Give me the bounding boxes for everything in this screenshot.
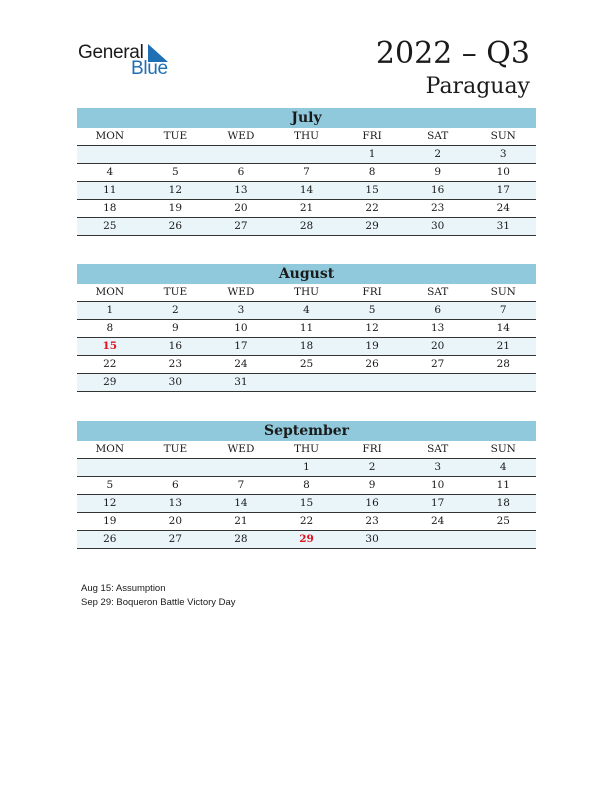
- day-cell: 13: [234, 184, 248, 196]
- week-row: [77, 459, 536, 477]
- day-cell: 5: [106, 479, 114, 491]
- day-cell: 29: [103, 376, 117, 388]
- day-cell: 16: [168, 340, 183, 352]
- week-row: [77, 374, 536, 392]
- day-cell: 24: [496, 202, 510, 214]
- month-september: [77, 421, 536, 549]
- day-cell: 4: [303, 304, 310, 316]
- day-cell: 23: [168, 358, 183, 370]
- day-cell: [470, 374, 536, 391]
- day-cell: 6: [237, 166, 245, 178]
- weekday-label: MON: [95, 443, 125, 455]
- day-cell: 28: [299, 220, 314, 232]
- day-cell: 16: [365, 497, 379, 509]
- day-cell: 18: [299, 340, 314, 352]
- day-cell: [77, 146, 143, 163]
- holiday-day-cell: 29: [299, 533, 314, 545]
- day-cell: 13: [168, 497, 183, 509]
- week-row: [77, 164, 536, 182]
- day-cell: 23: [430, 202, 445, 214]
- day-cell: 19: [168, 202, 183, 214]
- day-cell: 20: [234, 202, 248, 214]
- weekday-header-row: [77, 128, 536, 146]
- day-cell: 11: [496, 479, 510, 491]
- weekday-label: THU: [294, 443, 320, 455]
- day-cell: 27: [430, 358, 445, 370]
- day-cell: 24: [430, 515, 445, 527]
- day-cell: 2: [368, 461, 376, 473]
- month-header: August: [77, 264, 536, 284]
- day-cell: 27: [234, 220, 248, 232]
- logo: [78, 40, 178, 80]
- day-cell: 10: [496, 166, 510, 178]
- day-cell: 28: [234, 533, 248, 545]
- day-cell: 7: [499, 304, 507, 316]
- day-cell: 3: [434, 461, 442, 473]
- day-cell: [274, 146, 340, 163]
- weekday-header-row: [77, 441, 536, 459]
- day-cell: [143, 459, 209, 476]
- day-cell: 17: [430, 497, 445, 509]
- day-cell: 17: [234, 340, 248, 352]
- month-august: [77, 264, 536, 392]
- day-cell: 25: [103, 220, 117, 232]
- day-cell: [77, 459, 143, 476]
- weekday-label: SAT: [427, 286, 449, 298]
- month-header: July: [77, 108, 536, 128]
- day-cell: 9: [172, 322, 179, 334]
- weekday-label: WED: [227, 130, 255, 142]
- logo-blue-text: Blue: [131, 58, 168, 79]
- day-cell: 14: [496, 322, 510, 334]
- day-cell: 30: [168, 376, 183, 388]
- week-row: [77, 182, 536, 200]
- logo-general-text: General: [78, 42, 144, 63]
- day-cell: 21: [496, 340, 510, 352]
- day-cell: 17: [496, 184, 510, 196]
- day-cell: 2: [172, 304, 179, 316]
- day-cell: 15: [365, 184, 379, 196]
- day-cell: 29: [365, 220, 379, 232]
- day-cell: 31: [496, 220, 510, 232]
- day-cell: [143, 146, 209, 163]
- day-cell: 11: [299, 322, 314, 334]
- week-row: [77, 338, 536, 356]
- day-cell: 5: [368, 304, 376, 316]
- day-cell: 30: [365, 533, 379, 545]
- day-cell: 25: [496, 515, 510, 527]
- day-cell: 6: [172, 479, 179, 491]
- day-cell: 23: [365, 515, 379, 527]
- day-cell: 26: [168, 220, 183, 232]
- holiday-note: Sep 29: Boqueron Battle Victory Day: [81, 597, 236, 608]
- day-cell: 19: [365, 340, 379, 352]
- day-cell: 3: [499, 148, 507, 160]
- weekday-label: TUE: [163, 286, 188, 298]
- week-row: [77, 495, 536, 513]
- weekday-label: SUN: [490, 443, 516, 455]
- holiday-notes: [81, 582, 236, 610]
- day-cell: 21: [299, 202, 314, 214]
- day-cell: 9: [368, 479, 376, 491]
- day-cell: 8: [106, 322, 114, 334]
- day-cell: [339, 374, 405, 391]
- day-cell: 22: [299, 515, 314, 527]
- day-cell: 8: [368, 166, 376, 178]
- day-cell: 11: [103, 184, 117, 196]
- day-cell: 20: [430, 340, 445, 352]
- day-cell: 25: [299, 358, 314, 370]
- day-cell: 10: [430, 479, 445, 491]
- day-cell: 24: [234, 358, 248, 370]
- day-cell: [208, 459, 274, 476]
- day-cell: 22: [365, 202, 379, 214]
- weekday-label: SUN: [490, 130, 516, 142]
- day-cell: 3: [237, 304, 245, 316]
- day-cell: 26: [365, 358, 379, 370]
- day-cell: 20: [168, 515, 183, 527]
- day-cell: 31: [234, 376, 248, 388]
- weekday-label: MON: [95, 286, 125, 298]
- weekday-label: WED: [227, 286, 255, 298]
- day-cell: 10: [234, 322, 248, 334]
- day-cell: 2: [434, 148, 442, 160]
- day-cell: 9: [434, 166, 442, 178]
- weekday-label: FRI: [362, 130, 382, 142]
- day-cell: 4: [499, 461, 507, 473]
- day-cell: 12: [365, 322, 379, 334]
- country-name: Paraguay: [425, 74, 530, 99]
- day-cell: 26: [103, 533, 117, 545]
- week-row: [77, 218, 536, 236]
- day-cell: 6: [434, 304, 442, 316]
- day-cell: 14: [299, 184, 314, 196]
- day-cell: 27: [168, 533, 183, 545]
- weekday-label: FRI: [362, 286, 382, 298]
- weekday-label: SUN: [490, 286, 516, 298]
- day-cell: 12: [168, 184, 183, 196]
- day-cell: 1: [368, 148, 376, 160]
- week-row: [77, 477, 536, 495]
- weekday-label: SAT: [427, 130, 449, 142]
- day-cell: 18: [496, 497, 510, 509]
- week-row: [77, 513, 536, 531]
- day-cell: 4: [106, 166, 114, 178]
- holiday-note: Aug 15: Assumption: [81, 583, 166, 594]
- weekday-label: THU: [294, 286, 320, 298]
- day-cell: 28: [496, 358, 510, 370]
- day-cell: [405, 374, 471, 391]
- day-cell: 5: [172, 166, 179, 178]
- day-cell: [274, 374, 340, 391]
- weekday-label: SAT: [427, 443, 449, 455]
- day-cell: [470, 531, 536, 548]
- day-cell: 22: [103, 358, 117, 370]
- week-row: [77, 302, 536, 320]
- day-cell: 15: [299, 497, 314, 509]
- weekday-label: TUE: [163, 443, 188, 455]
- day-cell: 7: [237, 479, 245, 491]
- day-cell: 13: [430, 322, 445, 334]
- day-cell: 1: [303, 461, 310, 473]
- weekday-header-row: [77, 284, 536, 302]
- week-row: [77, 531, 536, 549]
- day-cell: 14: [234, 497, 248, 509]
- day-cell: [405, 531, 471, 548]
- weekday-label: TUE: [163, 130, 188, 142]
- day-cell: 21: [234, 515, 248, 527]
- month-july: [77, 108, 536, 236]
- day-cell: [208, 146, 274, 163]
- weekday-label: FRI: [362, 443, 382, 455]
- day-cell: 18: [103, 202, 117, 214]
- weekday-label: THU: [294, 130, 320, 142]
- month-header: September: [77, 421, 536, 441]
- page-title: 2022 – Q3: [375, 36, 530, 71]
- day-cell: 7: [303, 166, 310, 178]
- week-row: [77, 320, 536, 338]
- day-cell: 1: [106, 304, 114, 316]
- holiday-day-cell: 15: [102, 340, 118, 352]
- weekday-label: MON: [95, 130, 125, 142]
- day-cell: 16: [430, 184, 445, 196]
- week-row: [77, 200, 536, 218]
- day-cell: 19: [103, 515, 117, 527]
- weekday-label: WED: [227, 443, 255, 455]
- day-cell: 8: [303, 479, 310, 491]
- week-row: [77, 356, 536, 374]
- day-cell: 12: [103, 497, 117, 509]
- day-cell: 30: [430, 220, 445, 232]
- week-row: [77, 146, 536, 164]
